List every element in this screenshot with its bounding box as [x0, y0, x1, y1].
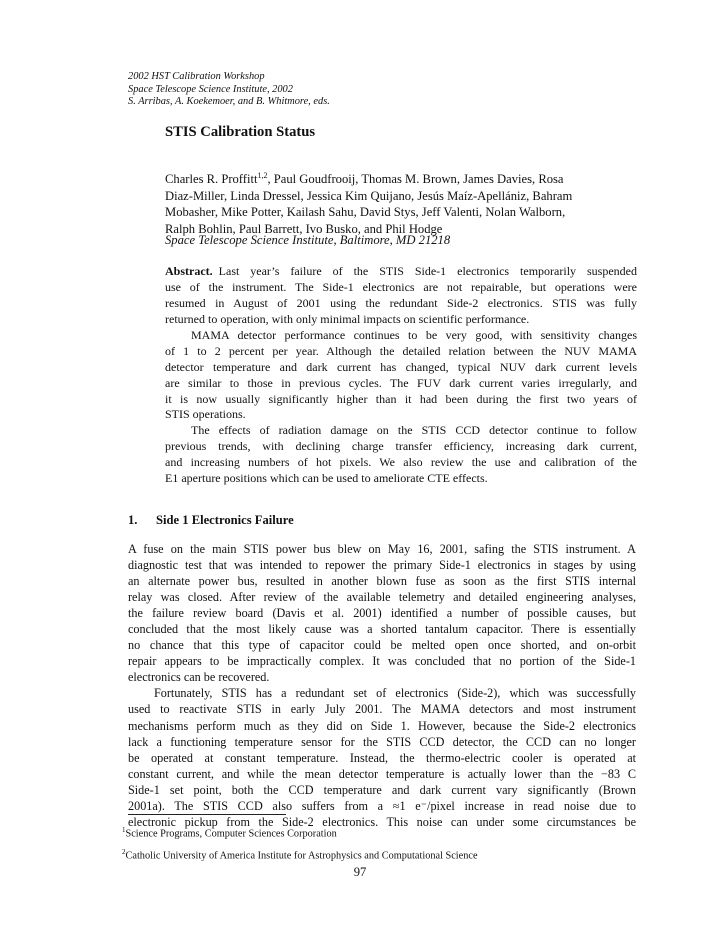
body-line: A fuse on the main STIS power bus blew on May 16, 2001, safing the STIS instrument. A	[128, 542, 636, 556]
author-list	[165, 168, 635, 238]
author-line-2: Diaz-Miller, Linda Dressel, Jessica Kim Quijano, Jesús Maíz-Apellániz, Bahram	[165, 188, 573, 203]
footnote-mark: 1	[122, 826, 126, 834]
abstract-line: returned to operation, with only minimal impacts on scientific performance.	[165, 311, 530, 326]
abstract-line: E1 aperture positions which can be used to ameliorate CTE effects.	[165, 471, 488, 486]
body-line: electronic pickup from the Side-2 electronics. This noise can under some circumstances be	[128, 814, 636, 829]
abstract-line: resumed in August of 2001 using the redundant Side-2 electronics. STIS was fully	[165, 295, 637, 310]
section-number: 1.	[128, 513, 138, 527]
affiliation: Space Telescope Science Institute, Baltimore, MD 21218	[165, 233, 451, 247]
abstract-line: MAMA detector performance continues to be very good, with sensitivity changes	[191, 327, 637, 342]
abstract-line: and increasing numbers of hot pixels. We also review the use and calibration of the	[165, 455, 637, 470]
abstract-line: detector temperature and dark current has changed, typical NUV dark current levels	[165, 359, 637, 374]
body-text	[128, 541, 636, 830]
abstract-line: of 1 to 2 percent per year. Although the detailed relation between the NUV MAMA	[165, 343, 637, 358]
header-line-3: S. Arribas, A. Koekemoer, and B. Whitmore, eds.	[128, 96, 330, 108]
footnote-mark: 2	[122, 848, 126, 856]
abstract-line: it is now usually significantly higher than it had been during the first two years of	[165, 391, 637, 406]
body-line: relay was closed. After review of the available telemetry and detailed engineering analyses,	[128, 590, 636, 605]
author-line-1	[165, 168, 635, 188]
body-line: be operated at constant temperature. Instead, the thermo-electric cooler is operated at	[128, 750, 636, 765]
paper-title: STIS Calibration Status	[165, 124, 316, 140]
footnote-2	[122, 848, 478, 861]
footnote-text: Catholic University of America Institute for Astrophysics and Computational Science	[125, 850, 478, 862]
footnote-1	[122, 826, 337, 839]
body-line: the failure review board (Davis et al. 2001) identified a number of possible causes, but	[128, 606, 636, 621]
body-line: used to reactivate STIS in early July 2001. The MAMA detectors and most instrument	[128, 702, 636, 717]
abstract-line: STIS operations.	[165, 407, 246, 422]
body-line: an alternate power bus, resulted in another blown fuse as soon as the first STIS internal	[128, 574, 636, 589]
body-line: concluded that the most likely cause was a shorted tantalum capacitor. There is essentially	[128, 622, 636, 637]
body-line: Fortunately, STIS has a redundant set of electronics (Side-2), which was successfully	[154, 686, 636, 701]
section-title: Side 1 Electronics Failure	[156, 513, 294, 527]
first-author: Charles R. Proffitt	[165, 172, 258, 187]
body-line: 2001a). The STIS CCD also suffers from a ≈1 e⁻/pixel increase in read noise due to	[128, 798, 636, 813]
abstract-line: previous trends, with declining charge transfer efficiency, increasing dark current,	[165, 439, 637, 454]
page-number: 97	[353, 865, 367, 879]
body-line: lack a functioning temperature sensor for the STIS CCD detector, the CCD can no longer	[128, 734, 636, 749]
body-line: repair appears to be impractically complex. It was concluded that no portion of the Side-1	[128, 654, 636, 669]
body-line: Side-1 set point, both the CCD temperature and dark current vary significantly (Brown	[128, 782, 636, 797]
proceedings-header	[128, 71, 330, 109]
body-line: no chance that this type of capacitor could be melted open once shorted, and on-orbit	[128, 638, 636, 653]
section-heading	[128, 513, 294, 528]
body-line: constant current, and while the mean detector temperature is actually lower than the −83 C	[128, 766, 636, 781]
body-line: diagnostic test that was intended to repower the primary Side-1 electronics in stages by using	[128, 558, 636, 573]
header-line-2: Space Telescope Science Institute, 2002	[128, 83, 293, 95]
abstract-line: use of the instrument. The Side-1 electronics are not repairable, but operations were	[165, 279, 637, 294]
body-line: mechanisms perform much as they did on Side 1. However, because the Side-2 electronics	[128, 718, 636, 733]
author-line-4: Ralph Bohlin, Paul Barrett, Ivo Busko, and Phil Hodge	[165, 221, 443, 236]
abstract-label: Abstract.	[165, 264, 213, 278]
footnote-rule	[128, 814, 286, 815]
body-line: electronics can be recovered.	[128, 670, 270, 685]
author-line-3: Mobasher, Mike Potter, Kailash Sahu, David Stys, Jeff Valenti, Nolan Walborn,	[165, 205, 566, 220]
abstract-line: Abstract. Last year’s failure of the STIS Side-1 electronics temporarily suspended	[165, 264, 637, 278]
footnote-text: Science Programs, Computer Sciences Corporation	[125, 828, 337, 840]
abstract	[165, 264, 637, 487]
header-line-1: 2002 HST Calibration Workshop	[128, 71, 265, 82]
abstract-line: are similar to those in previous cycles. The FUV dark current varies irregularly, and	[165, 375, 637, 390]
abstract-line: The effects of radiation damage on the STIS CCD detector continue to follow	[191, 423, 637, 438]
first-author-affil-marks: 1,2	[257, 171, 268, 180]
author-line-1-rest: , Paul Goudfrooij, Thomas M. Brown, James Davies, Rosa	[267, 172, 564, 187]
